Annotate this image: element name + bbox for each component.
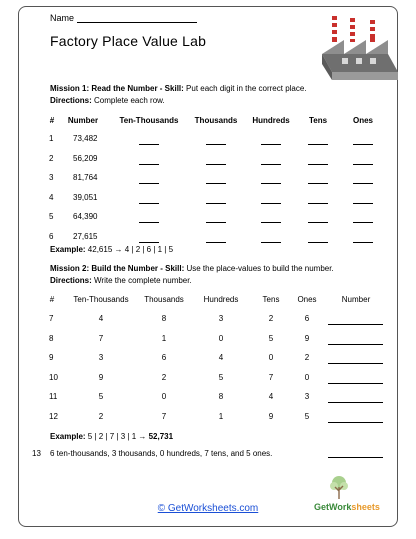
mission2-answer-blank[interactable] (328, 324, 383, 325)
mission1-heading: Mission 1: Read the Number - Skill: Put each digit in the correct place. (50, 84, 307, 93)
mission2-answer-blank[interactable] (328, 422, 383, 423)
mission2-digit: 5 (98, 392, 104, 402)
mission2-answer-blank[interactable] (328, 344, 383, 345)
mission2-digit: 6 (161, 353, 167, 363)
mission2-header-col-hundreds: Hundreds (203, 295, 239, 304)
mission2-example: Example: 5 | 2 | 7 | 3 | 1 → 52,731 (50, 432, 174, 441)
mission1-row-number: 1 (49, 134, 54, 143)
mission2-digit: 0 (304, 372, 310, 382)
mission2-digit: 9 (98, 372, 104, 382)
mission1-directions: Directions: Complete each row. (50, 96, 165, 105)
question-13-text: 6 ten-thousands, 3 thousands, 0 hundreds, 7 tens, and 5 ones. (50, 449, 273, 458)
mission1-answer-blank[interactable] (308, 164, 328, 165)
mission2-answer-blank[interactable] (328, 402, 383, 403)
mission1-answer-blank[interactable] (206, 203, 226, 204)
mission1-answer-blank[interactable] (308, 222, 328, 223)
mission2-digit: 2 (268, 314, 274, 323)
mission2-header-col-tens: Tens (262, 295, 280, 304)
mission1-row-number: 4 (49, 192, 54, 202)
mission2-digit: 2 (304, 353, 310, 363)
mission1-row-number: 6 (49, 232, 54, 241)
mission2-header-col-thousands: Thousands (144, 295, 184, 304)
mission2-header-col-ten-thousands: Ten-Thousands (73, 295, 129, 304)
mission2-digit: 4 (218, 353, 224, 363)
mission1-example: Example: 42,615 → 4 | 2 | 6 | 1 | 5 (50, 245, 174, 254)
mission2-digit: 1 (218, 412, 224, 421)
mission2-digit: 2 (161, 372, 167, 382)
mission2-digit: 5 (268, 333, 274, 343)
mission2-digit: 3 (218, 314, 224, 323)
mission1-header-col-num: # (49, 116, 55, 125)
mission1-answer-blank[interactable] (308, 144, 328, 145)
mission2-header-col-number: Number (341, 295, 371, 304)
mission1-answer-blank[interactable] (206, 222, 226, 223)
mission2-header-col-ones: Ones (297, 295, 317, 304)
mission2-row-number: 12 (49, 412, 58, 421)
mission1-row-value: 64,390 (73, 212, 98, 222)
mission2-answer-blank[interactable] (328, 383, 383, 384)
page-title: Factory Place Value Lab (50, 33, 207, 49)
mission1-answer-blank[interactable] (353, 183, 373, 184)
mission1-answer-blank[interactable] (308, 242, 328, 243)
mission1-answer-blank[interactable] (139, 222, 159, 223)
mission2-row-number: 8 (49, 333, 54, 343)
mission2-digit: 0 (268, 353, 274, 363)
mission2-digit: 4 (98, 314, 104, 323)
mission2-digit: 4 (268, 392, 274, 402)
mission1-answer-blank[interactable] (353, 203, 373, 204)
mission2-digit: 7 (268, 372, 274, 382)
mission2-digit: 3 (304, 392, 310, 402)
mission2-digit: 7 (98, 333, 104, 343)
mission1-row-number: 3 (49, 173, 54, 183)
mission2-digit: 8 (161, 314, 167, 323)
mission1-header-col-tens: Tens (308, 116, 328, 125)
name-label: Name (50, 13, 75, 23)
question-13-answer-blank[interactable] (328, 457, 383, 458)
name-blank (77, 13, 197, 23)
name-row (50, 13, 197, 23)
mission1-header-col-thousands: Thousands (194, 116, 238, 125)
mission1-answer-blank[interactable] (261, 242, 281, 243)
mission1-answer-blank[interactable] (261, 164, 281, 165)
mission2-digit: 9 (304, 333, 310, 343)
mission2-digit: 6 (304, 314, 310, 323)
mission2-row-number: 7 (49, 314, 54, 323)
mission1-answer-blank[interactable] (139, 242, 159, 243)
mission2-digit: 5 (304, 412, 310, 421)
mission1-row-value: 73,482 (73, 134, 98, 143)
mission2-digit: 5 (218, 372, 224, 382)
mission1-answer-blank[interactable] (353, 222, 373, 223)
mission1-row-number: 5 (49, 212, 54, 222)
mission2-digit: 3 (98, 353, 104, 363)
mission2-directions: Directions: Write the complete number. (50, 276, 192, 285)
mission1-row-value: 39,051 (73, 192, 98, 202)
mission2-digit: 7 (161, 412, 167, 421)
mission1-answer-blank[interactable] (261, 222, 281, 223)
mission2-digit: 0 (218, 333, 224, 343)
mission2-answer-blank[interactable] (328, 363, 383, 364)
mission1-answer-blank[interactable] (139, 144, 159, 145)
mission2-digit: 2 (98, 412, 104, 421)
mission1-answer-blank[interactable] (206, 164, 226, 165)
mission1-answer-blank[interactable] (261, 183, 281, 184)
logo-text: GetWorksheets (314, 502, 380, 512)
mission1-answer-blank[interactable] (139, 164, 159, 165)
mission1-header-col-hundreds: Hundreds (252, 116, 290, 125)
mission1-header-col-ones: Ones (352, 116, 374, 125)
mission2-digit: 0 (161, 392, 167, 402)
mission2-header-col-num: # (49, 295, 55, 304)
mission1-answer-blank[interactable] (353, 164, 373, 165)
mission2-row-number: 10 (49, 372, 58, 382)
mission2-heading: Mission 2: Build the Number - Skill: Use the place-values to build the number. (50, 264, 334, 273)
mission2-digit: 9 (268, 412, 274, 421)
mission1-answer-blank[interactable] (139, 183, 159, 184)
mission1-answer-blank[interactable] (261, 203, 281, 204)
mission1-answer-blank[interactable] (308, 203, 328, 204)
mission1-answer-blank[interactable] (308, 183, 328, 184)
mission1-answer-blank[interactable] (353, 144, 373, 145)
mission1-row-number: 2 (49, 153, 54, 163)
mission2-row-number: 9 (49, 353, 54, 363)
mission1-row-value: 81,764 (73, 173, 98, 183)
mission1-header-col-number: Number (67, 116, 99, 125)
mission1-answer-blank[interactable] (261, 144, 281, 145)
footer-link[interactable]: © GetWorksheets.com (157, 503, 259, 514)
factory-illustration (318, 14, 400, 84)
mission1-answer-blank[interactable] (206, 242, 226, 243)
mission1-row-value: 56,209 (73, 153, 98, 163)
mission2-digit: 1 (161, 333, 167, 343)
mission2-row-number: 11 (49, 392, 58, 402)
tree-logo-icon (328, 475, 350, 501)
mission1-answer-blank[interactable] (139, 203, 159, 204)
mission2-digit: 8 (218, 392, 224, 402)
mission1-header-col-ten-thousands: Ten-Thousands (119, 116, 179, 125)
mission1-answer-blank[interactable] (206, 144, 226, 145)
question-13-number: 13 (32, 449, 41, 458)
mission1-answer-blank[interactable] (353, 242, 373, 243)
mission1-answer-blank[interactable] (206, 183, 226, 184)
mission1-row-value: 27,615 (73, 232, 98, 241)
